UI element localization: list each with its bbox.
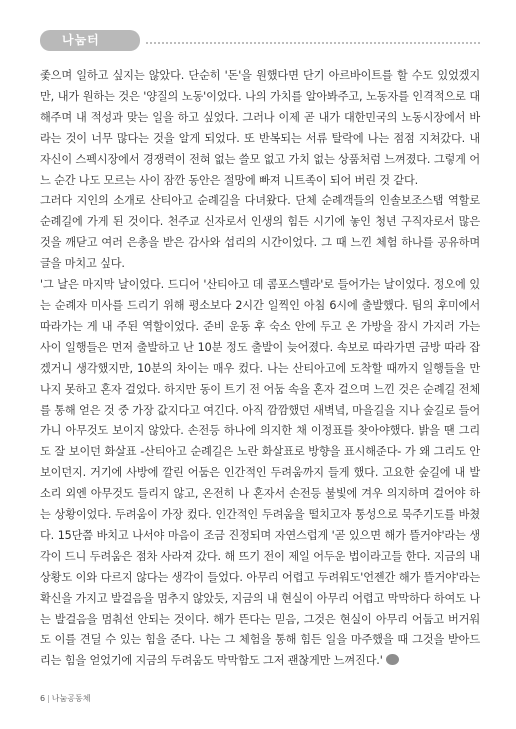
body-paragraph: 좇으며 일하고 싶지는 않았다. 단순히 '돈'을 원했다면 단기 아르바이트를 할 수도 있었겠지만, 내가 원하는 것은 '양질의 노동'이었다. 나의 가치를 알아봐주고, 노동자를 인격적으로 대해주며 내 적성과 맞는 일을 하고 싶었다. 그러나 이제 곧 내가 대한민국의 노동시장에서 바라는 것이 너무 많다는 것을 알게 되었다. 또 반복되는 서류 탈락에 나는 점점 지쳐갔다. 내 자신이 스펙시장에서 경쟁력이 전혀 없는 쓸모 없고 가치 없는 상품처럼 느껴졌다. 그렇게 어느 순간 나도 모르는 사이 잠깐 동안은 절망에 빠져 니트족이 되어 버린 것 같다. [40, 69, 480, 187]
section-header [40, 30, 480, 52]
page-number: 6 [40, 694, 46, 703]
body-paragraph [40, 275, 480, 672]
section-label: 나눔터 [40, 30, 140, 51]
article-body [40, 66, 480, 672]
footer-separator: | [47, 694, 50, 703]
publication-name: 나눔공동체 [51, 694, 91, 703]
page-footer [40, 693, 90, 704]
header-dotted-rule [146, 42, 480, 44]
end-mark-icon [386, 654, 399, 665]
body-paragraph-text: '그 날은 마지막 날이었다. 드디어 '산티아고 데 콤포스텔라'로 들어가는 날이었다. 정오에 있는 순례자 미사를 드리기 위해 평소보다 2시간 일찍인 아침 6시에 출발했다. 팀의 후미에서 따라가는 게 내 주된 역할이었다. 준비 운동 후 숙소 안에 두고 온 가방을 잠시 가지러 가는 사이 일행들은 먼저 출발하고 난 10분 정도 출발이 늦어졌다. 속보로 따라가면 금방 따라 잡겠거니 생각했지만, 10분의 차이는 매우 컸다. 나는 산티아고에 도착할 때까지 일행들을 만나지 못하고 혼자 걸었다. 하지만 동이 트기 전 어둠 속을 혼자 걸으며 느낀 것은 순례길 전체를 통해 얻은 것 중 가장 값지다고 여긴다. 아직 깜깜했던 새벽녘, 마을길을 지나 숲길로 들어가니 아무것도 보이지 않았다. 손전등 하나에 의지한 채 이정표를 찾아야했다. 밝을 땐 그리도 잘 보이던 화살표 -산티아고 순례길은 노란 화살표로 방향을 표시해준다- 가 왜 그리도 안 보이던지. 거기에 사방에 깔린 어둠은 인간적인 두려움까지 들게 했다. 고요한 숲길에 내 발소리 외엔 아무것도 들리지 않고, 온전히 나 혼자서 손전등 불빛에 겨우 의지하며 걸어야 하는 상황이었다. 두려움이 가장 컸다. 인간적인 두려움을 떨치고자 통성으로 묵주기도를 바쳤다. 15단쯤 바치고 나서야 마음이 조금 진정되며 자연스럽게 '곧 있으면 해가 뜰거야'라는 생각이 드니 두려움은 점차 사라져 갔다. 해 뜨기 전이 제일 어두운 법이라고들 한다. 지금의 내 상황도 이와 다르지 않다는 생각이 들었다. 아무리 어렵고 두려워도'언젠간 해가 뜰거야'라는 확신을 가지고 발걸음을 멈추지 않았듯, 지금의 내 현실이 아무리 어렵고 막막하다 하여도 나는 발걸음을 멈춰선 안되는 것이다. 해가 뜬다는 믿음, 그것은 현실이 아무리 어둡고 버거워도 이를 견딜 수 있는 힘을 준다. 나는 그 체험을 통해 힘든 일을 마주했을 때 그것을 받아드리는 힘을 얻었기에 지금의 두려움도 막막함도 그저 괜찮게만 느껴진다.' [40, 278, 480, 668]
body-paragraph: 그러다 지인의 소개로 산티아고 순례길을 다녀왔다. 단체 순례객들의 인솔보조스탭 역할로 순례길에 가게 된 것이다. 천주교 신자로서 인생의 힘든 시기에 놓인 청년 구직자로서 많은 것을 깨닫고 여러 은총을 받은 감사와 섭리의 시간이었다. 그 때 느낀 체험 하나를 공유하며 글을 마치고 싶다. [40, 194, 480, 271]
